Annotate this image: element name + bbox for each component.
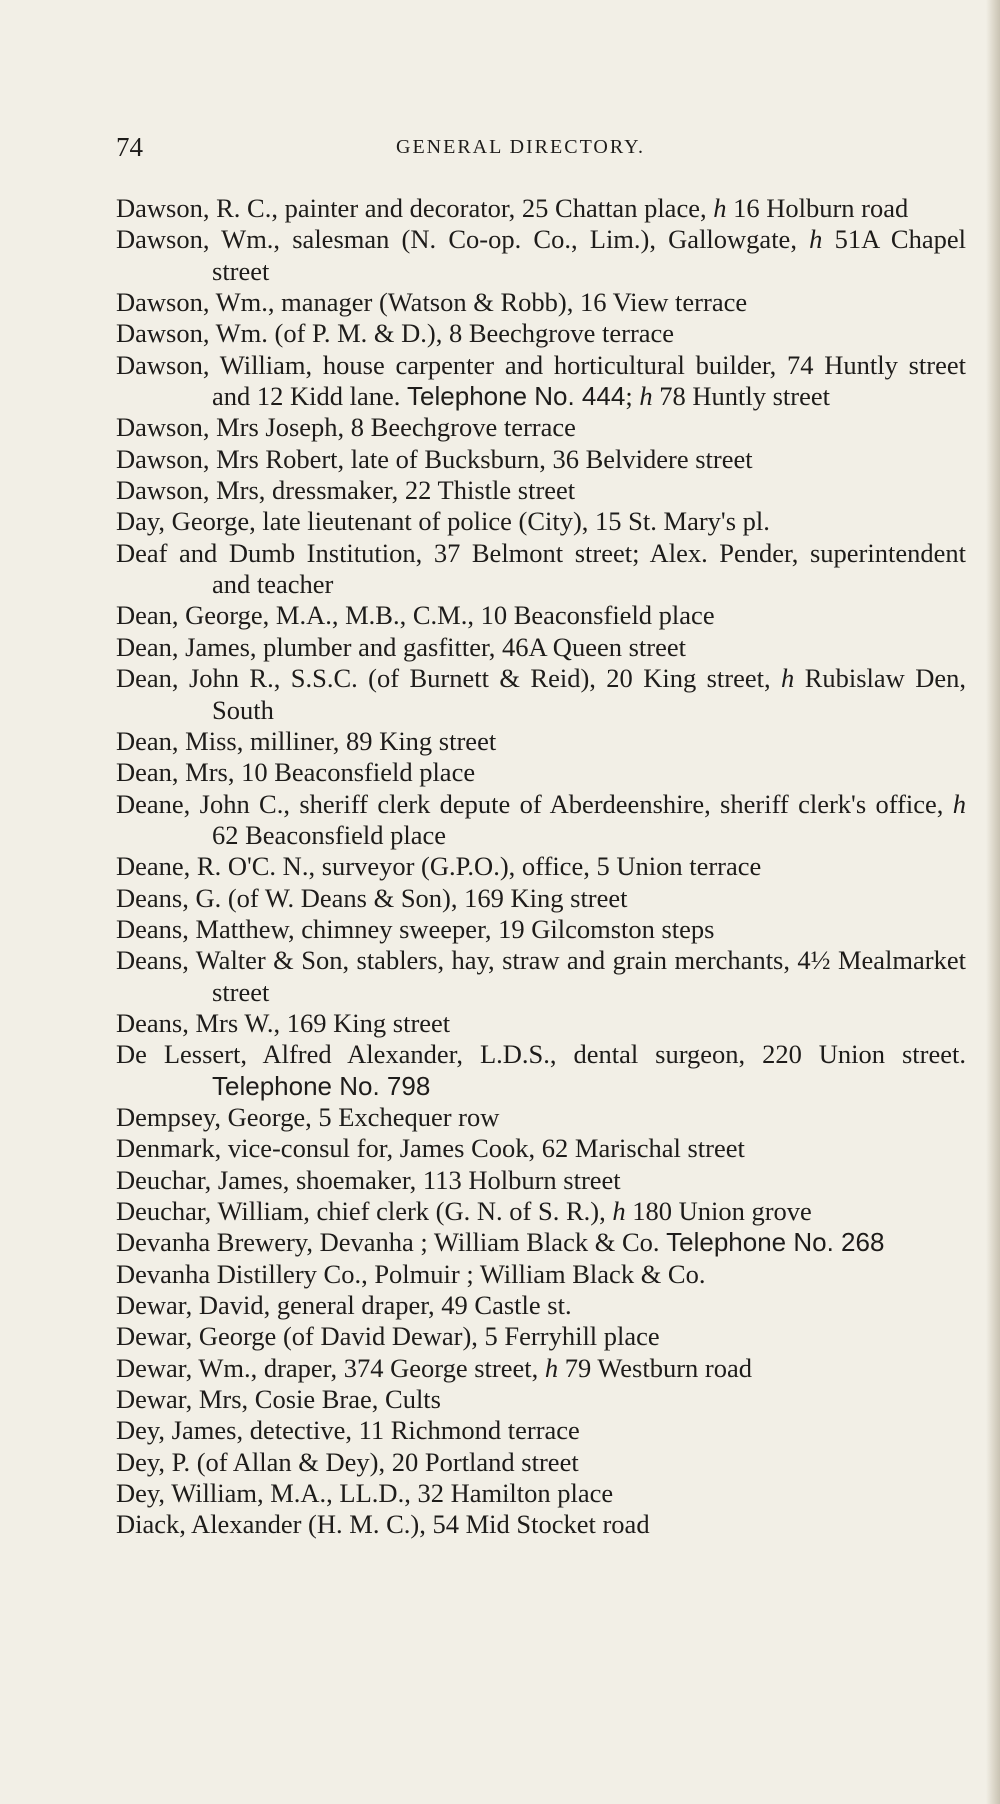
entry-text: Deans, Walter & Son, stablers, hay, straw and grain merchants, 4½ Mealmarket street (116, 945, 966, 1007)
entry-text: Dawson, Wm., salesman (N. Co-op. Co., Lim.), Gallowgate, (116, 224, 810, 255)
page-number: 74 (116, 132, 143, 162)
entry-text: De Lessert, Alfred Alexander, L.D.S., dental surgeon, 220 Union street. (116, 1039, 966, 1070)
directory-entries (116, 193, 966, 1541)
entry-text: Dewar, David, general draper, 49 Castle st. (116, 1290, 572, 1321)
entry-text: Dean, Mrs, 10 Beaconsfield place (116, 757, 476, 788)
entry-text: Dawson, Mrs Joseph, 8 Beechgrove terrace (116, 412, 576, 443)
entry-text: Dewar, Wm., draper, 374 George street, (116, 1352, 545, 1383)
entry-text: Dawson, Mrs Robert, late of Bucksburn, 36 Belvidere street (116, 443, 753, 474)
entry-text: Dey, William, M.A., LL.D., 32 Hamilton place (116, 1478, 614, 1509)
entry-text: Deans, Mrs W., 169 King street (116, 1007, 451, 1038)
entry-text: Dawson, William, house carpenter and horticultural builder, 74 Huntly street and 12 Kidd lane. (116, 349, 966, 412)
entry-text: Rubislaw Den, South (212, 663, 966, 725)
directory-entry (116, 1321, 966, 1352)
entry-text: Dawson, Wm., manager (Watson & Robb), 16 View terrace (116, 287, 748, 318)
home-abbrev: h (781, 663, 795, 694)
entry-text: Deaf and Dumb Institution, 37 Belmont street; Alex. Pender, superintendent and teacher (116, 537, 966, 600)
directory-entry (116, 726, 966, 757)
directory-entry (116, 1196, 966, 1227)
entry-text: Dey, P. (of Allan & Dey), 20 Portland street (116, 1446, 579, 1477)
entry-text: 180 Union grove (625, 1196, 812, 1226)
directory-entry (116, 1384, 966, 1415)
directory-entry (116, 663, 966, 726)
telephone-number: Telephone No. 798 (212, 1070, 431, 1101)
entry-text: 16 Holburn road (726, 193, 909, 223)
home-abbrev: h (809, 224, 823, 255)
entry-text: Deane, R. O'C. N., surveyor (G.P.O.), office, 5 Union terrace (116, 851, 762, 882)
entry-text: ; (625, 381, 640, 412)
directory-entry (116, 945, 966, 1008)
directory-entry (116, 444, 966, 475)
directory-entry (116, 1102, 966, 1133)
telephone-number: Telephone No. 268 (666, 1227, 885, 1258)
directory-entry (116, 1478, 966, 1509)
entry-text: 51A Chapel street (212, 224, 966, 286)
home-abbrev: h (639, 381, 653, 412)
directory-entry (116, 851, 966, 882)
entry-text: Day, George, late lieutenant of police (City), 15 St. Mary's pl. (116, 506, 770, 537)
directory-entry (116, 1165, 966, 1196)
directory-entry (116, 632, 966, 663)
entry-text: Dewar, George (of David Dewar), 5 Ferryhill place (116, 1321, 660, 1352)
home-abbrev: h (544, 1352, 559, 1383)
entry-text: Dean, John R., S.S.C. (of Burnett & Reid), 20 King street, (116, 663, 782, 694)
entry-text: 79 Westburn road (558, 1352, 752, 1383)
entry-text: Diack, Alexander (H. M. C.), 54 Mid Stocket road (116, 1509, 650, 1540)
directory-entry (116, 883, 966, 914)
telephone-number: Telephone No. 444 (407, 381, 626, 412)
directory-entry (116, 1415, 966, 1446)
directory-entry (116, 287, 966, 318)
directory-entry (116, 600, 966, 631)
directory-entry (116, 757, 966, 788)
entry-text: Devanha Brewery, Devanha ; William Black & Co. (116, 1227, 667, 1258)
directory-entry (116, 224, 966, 287)
directory-entry (116, 789, 966, 852)
entry-text: Dewar, Mrs, Cosie Brae, Cults (116, 1384, 441, 1415)
directory-entry (116, 1290, 966, 1321)
entry-text: Dean, James, plumber and gasfitter, 46A Queen street (116, 631, 686, 662)
home-abbrev: h (713, 193, 727, 223)
directory-entry (116, 538, 966, 601)
entry-text: Dempsey, George, 5 Exchequer row (116, 1101, 500, 1132)
directory-entry (116, 412, 966, 443)
directory-entry (116, 193, 966, 224)
directory-entry (116, 1259, 966, 1290)
entry-text: Dey, James, detective, 11 Richmond terrace (116, 1415, 580, 1446)
directory-entry (116, 318, 966, 349)
entry-text: Deuchar, James, shoemaker, 113 Holburn street (116, 1164, 621, 1195)
page-header (116, 132, 966, 168)
home-abbrev: h (612, 1196, 626, 1226)
entry-text: 62 Beaconsfield place (212, 819, 446, 850)
entry-text: Dawson, R. C., painter and decorator, 25 Chattan place, (116, 193, 714, 223)
directory-entry (116, 914, 966, 945)
page-edge (986, 0, 1000, 1804)
entry-text: 78 Huntly street (652, 381, 830, 412)
entry-text: Dean, George, M.A., M.B., C.M., 10 Beaconsfield place (116, 600, 715, 631)
directory-entry (116, 475, 966, 506)
directory-entry (116, 1447, 966, 1478)
entry-text: Dawson, Wm. (of P. M. & D.), 8 Beechgrove terrace (116, 318, 675, 349)
entry-text: Dawson, Mrs, dressmaker, 22 Thistle street (116, 475, 576, 506)
entry-text: Deane, John C., sheriff clerk depute of Aberdeenshire, sheriff clerk's office, (116, 788, 953, 819)
entry-text: Deuchar, William, chief clerk (G. N. of S. R.), (116, 1196, 613, 1226)
entry-text: Dean, Miss, milliner, 89 King street (116, 725, 497, 756)
directory-entry (116, 1133, 966, 1164)
running-title: GENERAL DIRECTORY. (396, 136, 645, 158)
entry-text: Denmark, vice-consul for, James Cook, 62 Marischal street (116, 1133, 745, 1164)
directory-entry (116, 1509, 966, 1540)
directory-entry (116, 1008, 966, 1039)
entry-text: Deans, Matthew, chimney sweeper, 19 Gilcomston steps (116, 913, 715, 944)
entry-text: Deans, G. (of W. Deans & Son), 169 King street (116, 882, 628, 913)
directory-entry (116, 350, 966, 413)
directory-entry (116, 1227, 966, 1258)
directory-entry (116, 1039, 966, 1102)
directory-entry (116, 1353, 966, 1384)
home-abbrev: h (952, 788, 966, 819)
directory-entry (116, 506, 966, 537)
entry-text: Devanha Distillery Co., Polmuir ; William Black & Co. (116, 1258, 706, 1289)
